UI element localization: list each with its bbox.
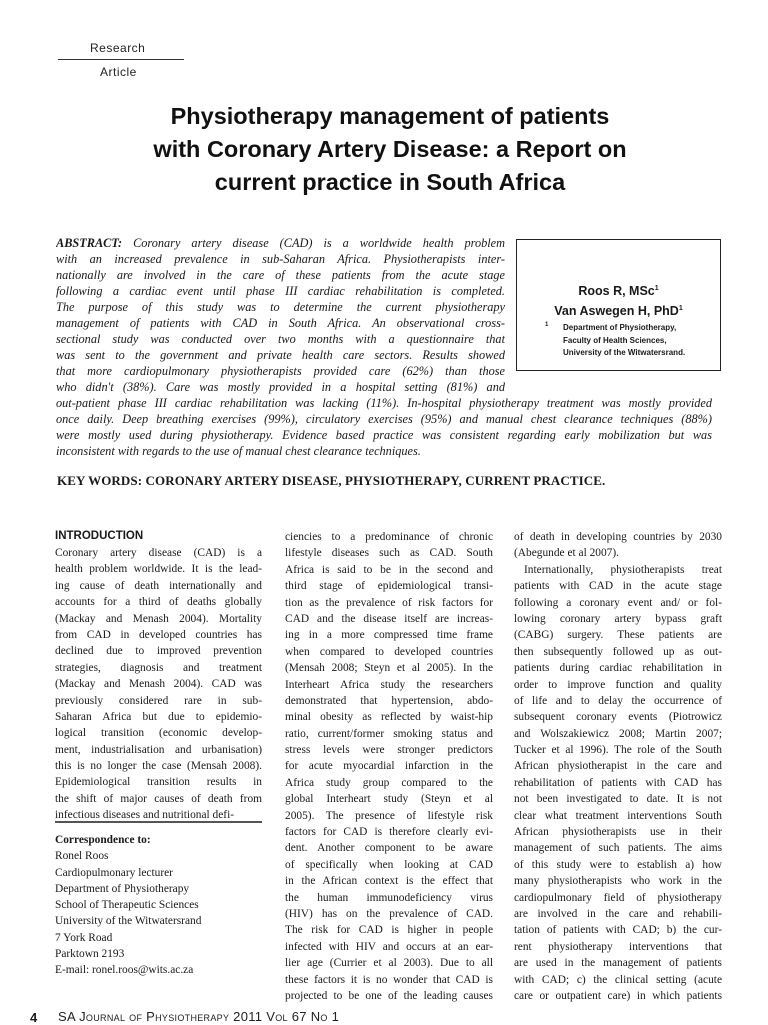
body-line: subsequent coronary events (Piotrowicz <box>514 711 722 724</box>
body-line: many physiotherapists who work in the <box>514 875 722 888</box>
correspondence-line: Department of Physiotherapy <box>55 882 190 895</box>
body-line: strategies, diagnosis and treatment <box>55 661 262 674</box>
title-line: Physiotherapy management of patients <box>170 103 610 129</box>
body-line: infectious diseases and nutritional defi- <box>55 809 235 822</box>
body-line: for acute myocardial infarction in the <box>285 760 493 773</box>
body-line: in the African context is the effect that <box>285 875 493 888</box>
body-line: patients with CAD in the acute stage <box>514 580 722 593</box>
keywords: KEY WORDS: CORONARY ARTERY DISEASE, PHYSIOTHERAPY, CURRENT PRACTICE. <box>57 473 606 488</box>
body-line: of this study were to establish a) how <box>514 858 722 871</box>
body-line: ing cause of death internationally and <box>55 579 262 592</box>
body-line: The risk for CAD is higher in people <box>285 924 493 937</box>
body-line: rent physiotherapy interventions that <box>514 940 722 953</box>
author-box <box>516 239 721 371</box>
correspondence-line: E-mail: ronel.roos@wits.ac.za <box>55 964 194 977</box>
body-line: declined due to improved prevention <box>55 645 262 658</box>
correspondence <box>55 832 265 979</box>
author-list <box>517 280 720 320</box>
body-line: ing in a more compressed time frame <box>285 629 493 642</box>
body-line: this is no longer the case (Mensah 2008). <box>55 760 262 773</box>
correspondence-line: 7 York Road <box>55 931 113 944</box>
body-line: are used in the management of patients <box>514 957 722 970</box>
abstract-line: management of patients with CAD in South Africa. An observational cross- <box>56 316 505 330</box>
body-line: (Mackay and Menash 2004). Mortality <box>55 612 262 625</box>
body-line: the human immunodeficiency virus <box>285 891 493 904</box>
correspondence-line: Ronel Roos <box>55 850 109 863</box>
body-line: rehabilitation of patients with CAD has <box>514 776 722 789</box>
abstract-line: was sent to the government and private health care sectors. Results showed <box>56 348 505 362</box>
body-line: 2005). The presence of lifestyle risk <box>285 809 493 822</box>
body-line: are involved in the care and rehabili- <box>514 907 722 920</box>
body-line: tation of patients with CAD; b) the cur- <box>514 924 722 937</box>
body-line: third stage of epidemiological transi- <box>285 580 493 593</box>
body-line: (Mackay and Menash 2004). CAD was <box>55 678 262 691</box>
journal-footer: SA Journal of Physiotherapy 2011 Vol 67 No 1 <box>58 1009 340 1024</box>
abstract-line: nationally are involved in the care of these patients from the acute stage <box>56 268 505 282</box>
body-line: CAD and the disease itself are increas- <box>285 612 493 625</box>
section-heading-introduction: INTRODUCTION <box>55 530 144 542</box>
body-line: Africa study group compared to the <box>285 776 493 789</box>
body-line: patients during cardiac rehabilitation in <box>514 662 722 675</box>
author <box>517 280 720 300</box>
abstract-line: with an increased prevalence in sub-Saharan Africa. Physiotherapists inter- <box>56 252 505 266</box>
correspondence-line: School of Therapeutic Sciences <box>55 899 199 912</box>
body-line: lowing coronary artery bypass graft <box>514 612 722 625</box>
abstract-text: Coronary artery disease (CAD) is a worldwide health problem <box>133 236 505 250</box>
section-label: Research <box>90 41 146 55</box>
body-line: these factors it is no wonder that CAD is <box>285 973 493 986</box>
body-line: African physiotherapist in the care and <box>514 760 722 773</box>
body-line: with CAD; c) the clinical setting (acute <box>514 973 722 986</box>
abstract-line: inconsistent with regards to the use of manual chest clearance techniques. <box>56 444 421 458</box>
abstract-line: sectional study was conducted over two months with a questionnaire that <box>56 332 505 346</box>
body-line: Epidemiological transition results in <box>55 776 262 789</box>
author-name: Roos R, MSc <box>578 284 655 299</box>
abstract-line: that more cardiopulmonary physiotherapists provided care (62%) than those <box>56 364 505 378</box>
body-line: factors for CAD is therefore clearly evi- <box>285 826 493 839</box>
body-line: and Wolszakiewicz 2008; Martin 2007; <box>514 727 722 740</box>
body-line: of specifically when looking at CAD <box>285 858 493 871</box>
body-line: Interheart Africa study the researchers <box>285 678 493 691</box>
body-column-3 <box>514 529 722 1004</box>
body-line: dent. Another component to be aware <box>285 842 493 855</box>
paper-title <box>40 100 740 199</box>
body-line: demonstrated that hypertension, abdo- <box>285 694 493 707</box>
body-line: not been investigated to date. It is not <box>514 793 722 806</box>
body-line: lifestyle diseases such as CAD. South <box>285 547 493 560</box>
body-line: (HIV) has on the prevalence of CAD. <box>285 907 493 920</box>
correspondence-line: University of the Witwatersrand <box>55 915 202 928</box>
abstract-line: The purpose of this study was to determine the current physiotherapy <box>56 300 505 314</box>
body-line: (Mensah 2008; Steyn et al 2005). In the <box>285 662 493 675</box>
body-line: global Interheart study (Steyn et al <box>285 793 493 806</box>
page-number: 4 <box>30 1010 38 1025</box>
body-line: accounts for a third of deaths globally <box>55 596 262 609</box>
body-line: order to improve function and quality <box>514 678 722 691</box>
abstract-line: out-patient phase III cardiac rehabilitation was lacking (11%). In-hospital physiotherapy treatment was mostly provided <box>56 396 712 410</box>
body-line: cardiopulmonary field of physiotherapy <box>514 891 722 904</box>
affiliation-line: University of the Witwatersrand. <box>563 348 686 357</box>
body-line: Saharan Africa but due to epidemio- <box>55 710 262 723</box>
affiliation-line: Department of Physiotherapy, <box>563 323 677 332</box>
body-line: African physiotherapists use in their <box>514 826 722 839</box>
body-line: health problem worldwide. It is the lead- <box>55 563 262 576</box>
affiliation-line: Faculty of Health Sciences, <box>563 335 667 345</box>
body-line: when compared to developed countries <box>285 645 493 658</box>
correspondence-divider <box>55 821 262 823</box>
correspondence-line: Parktown 2193 <box>55 948 125 961</box>
title-line: current practice in South Africa <box>214 169 566 195</box>
header-rule <box>58 59 184 60</box>
body-line: following a coronary event and/ or fol- <box>514 596 722 609</box>
body-column-2 <box>285 529 493 1004</box>
body-line: then subsequently followed up as out- <box>514 645 722 658</box>
affiliation-mark: 1 <box>654 285 659 292</box>
body-line: ciencies to a predominance of chronic <box>285 531 493 543</box>
body-line: clear what treatment interventions South <box>514 809 722 822</box>
affiliation-mark: 1 <box>545 322 549 328</box>
body-column-1 <box>55 545 262 824</box>
body-line: ment, industrialisation and urbanisation) <box>55 743 262 756</box>
body-line: management of such patients. The aims <box>514 842 722 855</box>
body-line: infected with HIV and occurs at an ear- <box>285 940 493 953</box>
body-line: stress levels were stronger predictors <box>285 744 493 757</box>
body-line: Tucker et al 1996). The role of the South <box>514 744 722 757</box>
abstract-label: ABSTRACT: <box>56 236 123 250</box>
author <box>517 300 720 320</box>
body-line: care or outpatient care) in which patients <box>514 989 722 1002</box>
abstract-line <box>56 235 505 251</box>
abstract-line: following a cardiac event until phase III cardiac rehabilitation is completed. <box>56 284 505 298</box>
title-line: with Coronary Artery Disease: a Report on <box>153 136 627 162</box>
body-line: Coronary artery disease (CAD) is a <box>55 547 262 559</box>
body-line: logical transition (economic develop- <box>55 727 262 740</box>
body-line: from CAD in developed countries has <box>55 628 262 641</box>
body-line: previously considered rare in sub- <box>55 694 262 707</box>
body-line: Africa is said to be in the second and <box>285 563 493 576</box>
body-line: (Abegunde et al 2007). <box>514 547 620 560</box>
body-line: tion as the prevalence of risk factors for <box>285 596 493 609</box>
body-line: projected to be one of the leading causes <box>285 989 493 1002</box>
abstract-line: who didn't (38%). Care was mostly provided in a hospital setting (81%) and <box>56 380 505 394</box>
body-line: of life and to delay the occurrence of <box>514 694 722 707</box>
body-line: ratio, current/former smoking status and <box>285 727 493 740</box>
body-line: of death in developing countries by 2030 <box>514 531 722 543</box>
body-line: minal obesity as reflected by waist-hip <box>285 711 493 724</box>
correspondence-heading: Correspondence to: <box>55 834 151 846</box>
correspondence-line: Cardiopulmonary lecturer <box>55 866 173 879</box>
affiliation <box>563 322 685 360</box>
abstract-line: once daily. Deep breathing exercises (99%), circulatory exercises (95%) and manual chest clearance techniques (88%) <box>56 412 712 426</box>
author-name: Van Aswegen H, PhD <box>554 304 679 319</box>
body-line: lier age (Currier et al 2003). Due to all <box>285 957 493 970</box>
affiliation-mark: 1 <box>678 305 683 313</box>
abstract-line: were mostly used during physiotherapy. Evidence based practice was consistent regarding early mobilization but was <box>56 428 712 442</box>
body-line: (CABG) surgery. These patients are <box>514 629 722 642</box>
article-type-label: Article <box>100 65 137 79</box>
body-line: Internationally, physiotherapists treat <box>524 563 722 576</box>
body-line: the shift of major causes of death from <box>55 792 262 805</box>
